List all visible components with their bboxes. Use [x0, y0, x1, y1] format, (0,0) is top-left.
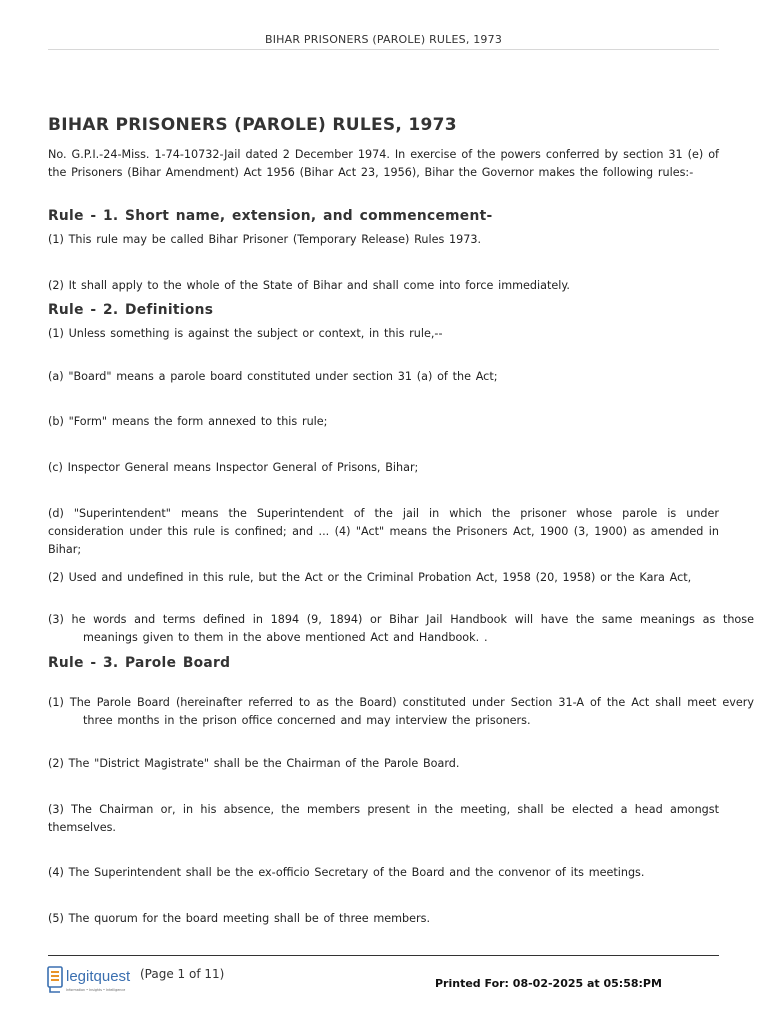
- rule-2-heading: Rule - 2. Definitions: [48, 302, 214, 318]
- legitquest-logo: [47, 964, 135, 996]
- rule-2-clause-1: (1) Unless something is against the subject or context, in this rule,--: [48, 327, 443, 340]
- footer-divider: [48, 955, 719, 956]
- rule-3-clause-2: (2) The "District Magistrate" shall be the Chairman of the Parole Board.: [48, 757, 460, 770]
- rule-3-clause-5: (5) The quorum for the board meeting shall be of three members.: [48, 912, 430, 925]
- page-counter: (Page 1 of 11): [140, 967, 225, 981]
- logo-wordmark: legitquest: [66, 968, 131, 985]
- rule-1-heading: Rule - 1. Short name, extension, and commencement-: [48, 208, 493, 224]
- logo-tagline: Information • Insights • Intelligence: [66, 988, 126, 992]
- rule-3-clause-4: (4) The Superintendent shall be the ex-officio Secretary of the Board and the convenor of its meetings.: [48, 866, 645, 879]
- preamble-paragraph: No. G.P.I.-24-Miss. 1-74-10732-Jail dated 2 December 1974. In exercise of the powers conferred by section 31 (e) of the Prisoners (Bihar Amendment) Act 1956 (Bihar Act 23, 1956), Bihar the Governor makes the following rules:-: [48, 148, 719, 179]
- legitquest-logo-icon: [47, 964, 135, 996]
- rule-3-heading: Rule - 3. Parole Board: [48, 655, 231, 671]
- header-divider: [48, 49, 719, 50]
- rule-2-clause-b: (b) "Form" means the form annexed to this rule;: [48, 415, 328, 428]
- rule-2-clause-2: (2) Used and undefined in this rule, but the Act or the Criminal Probation Act, 1958 (20, 1958) or the Kara Act,: [48, 571, 692, 584]
- rule-1-clause-2: (2) It shall apply to the whole of the State of Bihar and shall come into force immediately.: [48, 279, 570, 292]
- rule-3-clause-3: (3) The Chairman or, in his absence, the members present in the meeting, shall be elected a head amongst themselves.: [48, 803, 719, 834]
- rule-1-clause-1: (1) This rule may be called Bihar Prisoner (Temporary Release) Rules 1973.: [48, 233, 482, 246]
- rule-3-clause-1: (1) The Parole Board (hereinafter referred to as the Board) constituted under Section 31-A of the Act shall meet every three months in the prison office concerned and may interview the prisoners.: [48, 696, 754, 727]
- rule-2-clause-d: (d) "Superintendent" means the Superintendent of the jail in which the prisoner whose parole is under consideration under this rule is confined; and ... (4) "Act" means the Prisoners Act, 1900 (3, 1900) as amended in Bihar;: [48, 507, 719, 556]
- running-header: BIHAR PRISONERS (PAROLE) RULES, 1973: [264, 33, 503, 46]
- printed-for-timestamp: Printed For: 08-02-2025 at 05:58:PM: [435, 977, 662, 990]
- rule-2-clause-a: (a) "Board" means a parole board constituted under section 31 (a) of the Act;: [48, 370, 498, 383]
- document-title: BIHAR PRISONERS (PAROLE) RULES, 1973: [48, 115, 457, 135]
- rule-2-clause-3: (3) he words and terms defined in 1894 (9, 1894) or Bihar Jail Handbook will have the same meanings as those meanings given to them in the above mentioned Act and Handbook. .: [48, 613, 754, 644]
- rule-2-clause-c: (c) Inspector General means Inspector General of Prisons, Bihar;: [48, 461, 419, 474]
